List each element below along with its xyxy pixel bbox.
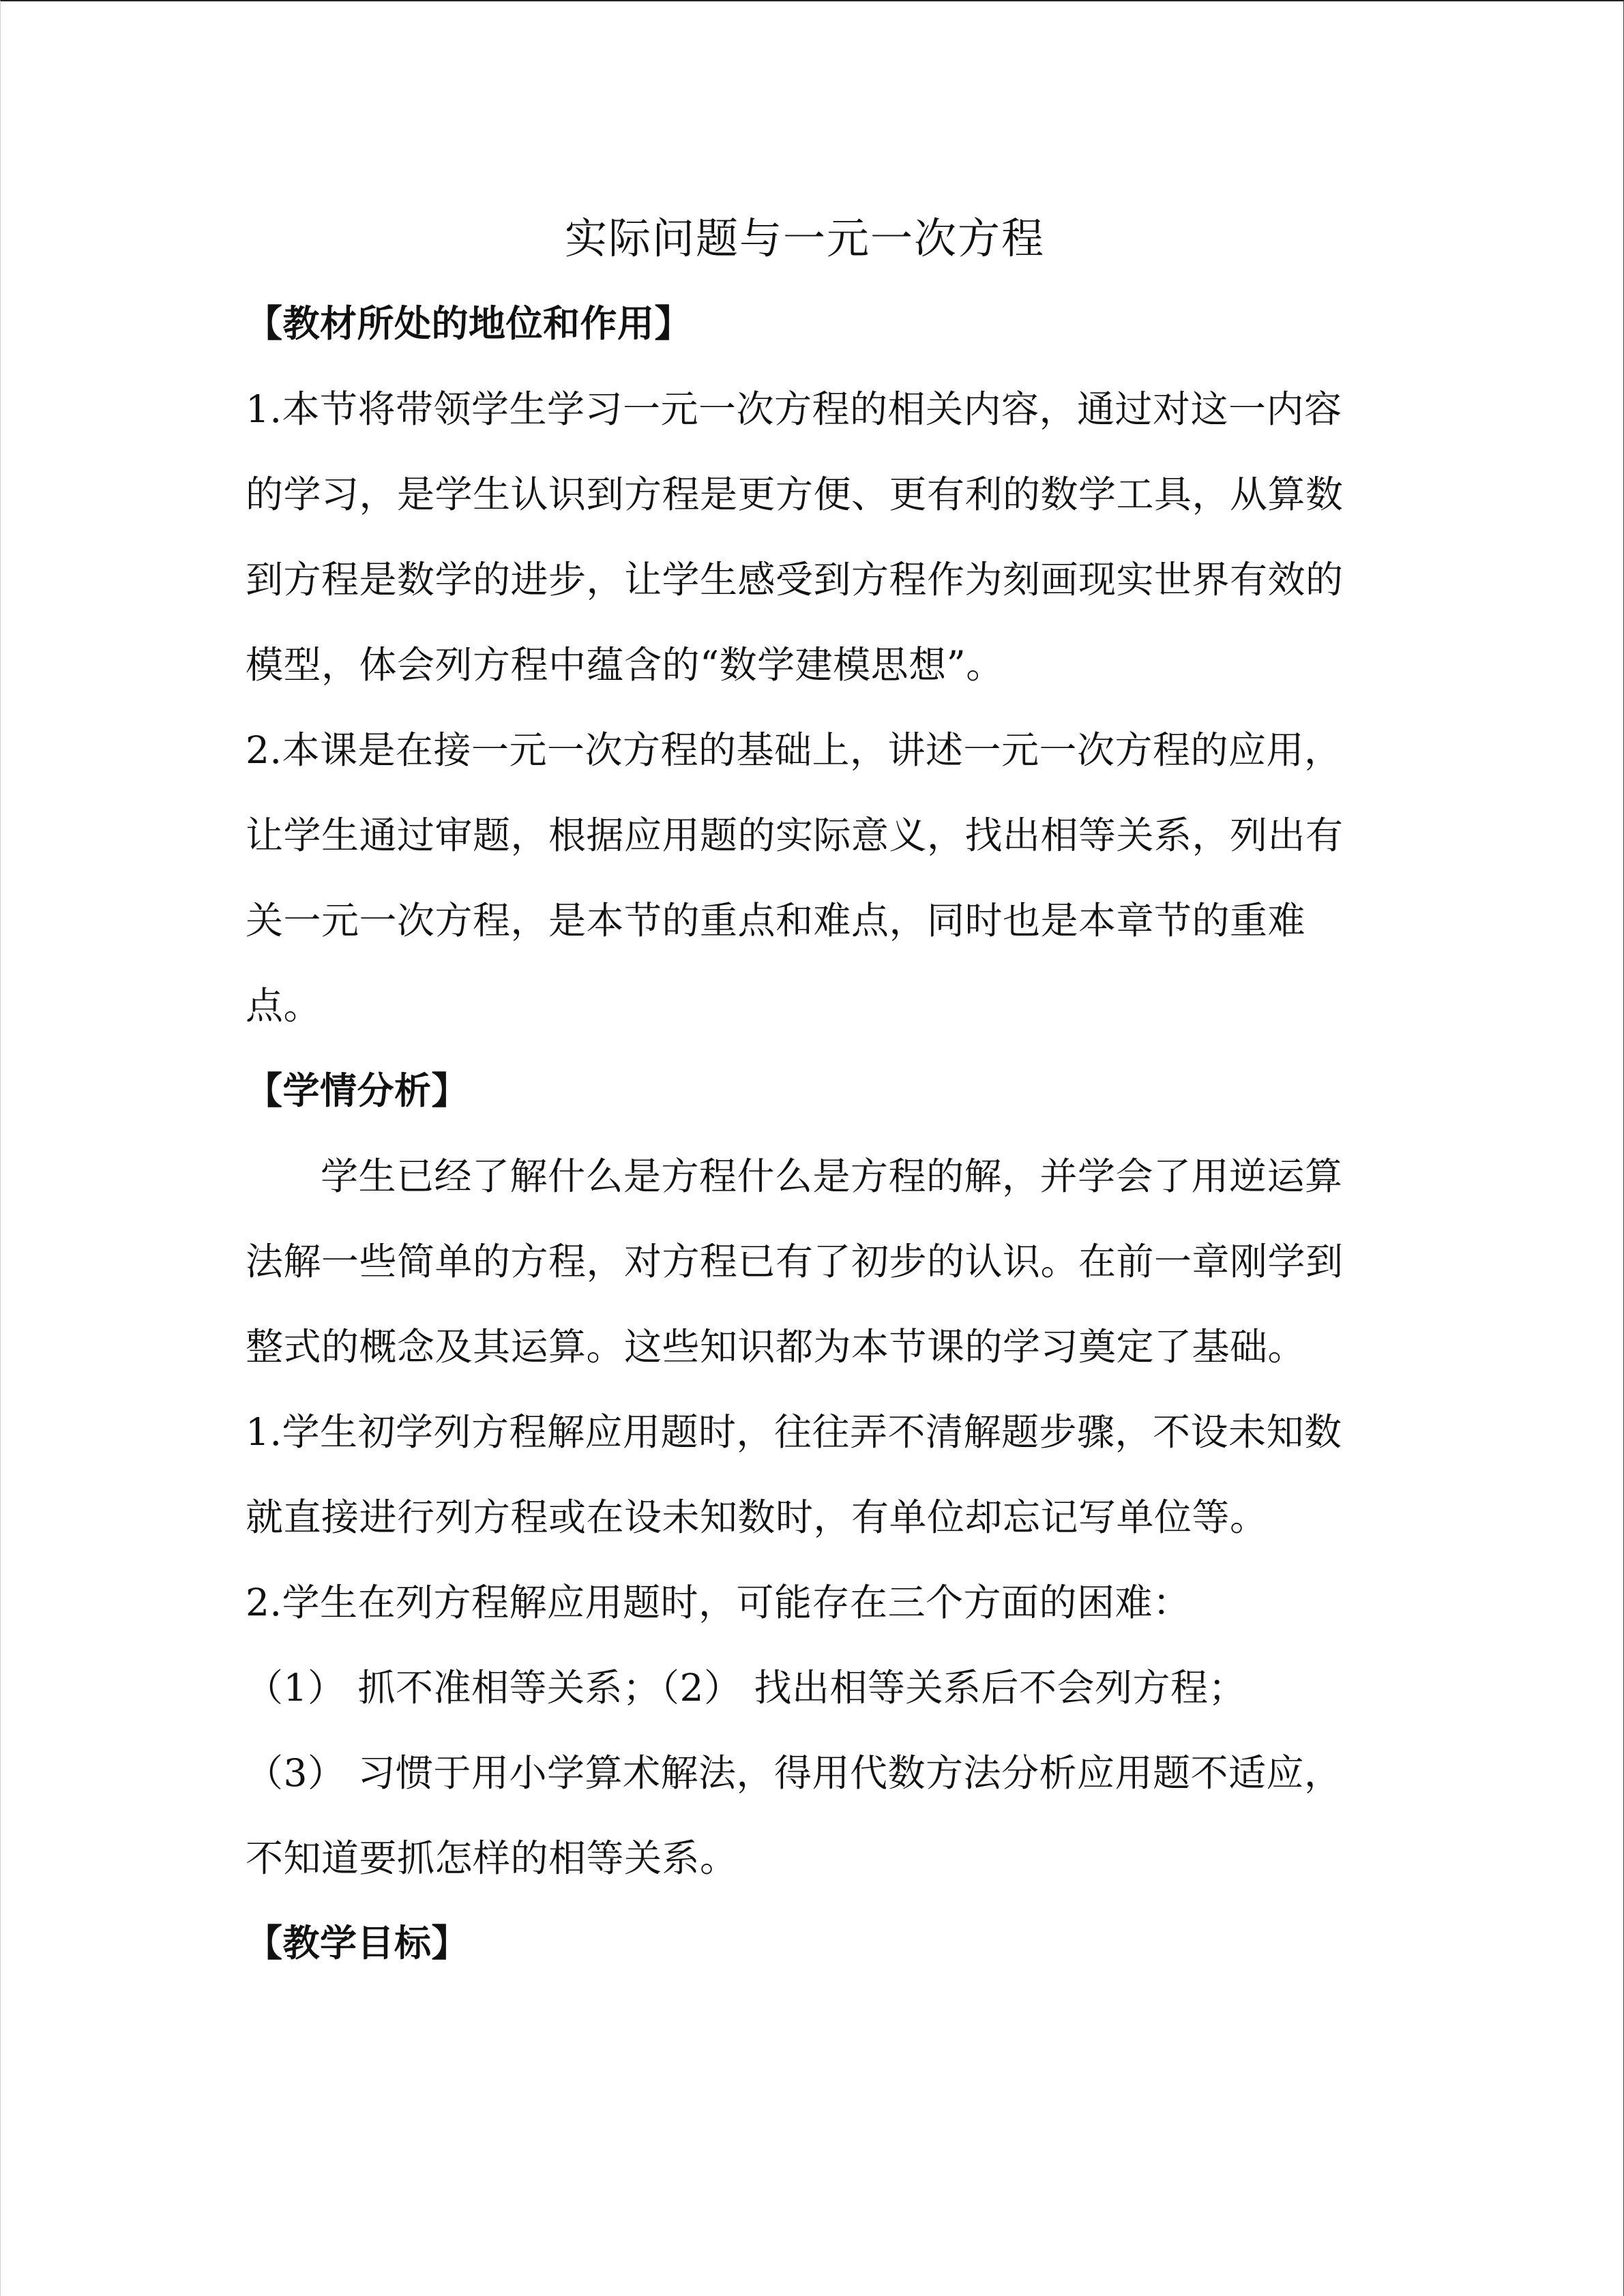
document-title: 实际问题与一元一次方程 — [564, 213, 1045, 263]
paragraph-line: 1.学生初学列方程解应用题时，往往弄不清解题步骤，不设未知数 — [246, 1410, 1342, 1454]
paragraph-line: 点。 — [246, 984, 322, 1028]
section-heading-role: 【教材所处的地位和作用】 — [246, 302, 692, 345]
paragraph-line: 让学生通过审题，根据应用题的实际意义，找出相等关系，列出有 — [246, 814, 1344, 857]
paragraph-line: 到方程是数学的进步，让学生感受到方程作为刻画现实世界有效的 — [246, 558, 1344, 601]
paragraph-line: 模型，体会列方程中蕴含的“数学建模思想”。 — [246, 643, 1004, 687]
section-heading-analysis: 【学情分析】 — [246, 1069, 469, 1112]
paragraph-line: 关一元一次方程，是本节的重点和难点，同时也是本章节的重难 — [246, 899, 1306, 942]
paragraph-line: 1.本节将带领学生学习一元一次方程的相关内容，通过对这一内容 — [246, 387, 1342, 431]
paragraph-line: 不知道要抓怎样的相等关系。 — [246, 1836, 738, 1880]
paragraph-line: 整式的概念及其运算。这些知识都为本节课的学习奠定了基础。 — [246, 1325, 1306, 1369]
paragraph-line: 法解一些简单的方程，对方程已有了初步的认识。在前一章刚学到 — [246, 1240, 1344, 1283]
paragraph-line: （1） 抓不准相等关系；（2） 找出相等关系后不会列方程； — [246, 1666, 1246, 1710]
paragraph-line: 2.本课是在接一元一次方程的基础上，讲述一元一次方程的应用， — [246, 728, 1342, 772]
paragraph-line: 就直接进行列方程或在设未知数时，有单位却忘记写单位等。 — [246, 1495, 1268, 1539]
paragraph-line: 学生已经了解什么是方程什么是方程的解，并学会了用逆运算 — [321, 1154, 1343, 1198]
paragraph-line: （3） 习惯于用小学算术解法，得用代数方法分析应用题不适应， — [246, 1751, 1342, 1795]
section-heading-objectives: 【教学目标】 — [246, 1922, 469, 1965]
paragraph-line: 2.学生在列方程解应用题时，可能存在三个方面的困难： — [246, 1581, 1191, 1624]
paragraph-line: 的学习，是学生认识到方程是更方便、更有利的数学工具，从算数 — [246, 473, 1344, 516]
